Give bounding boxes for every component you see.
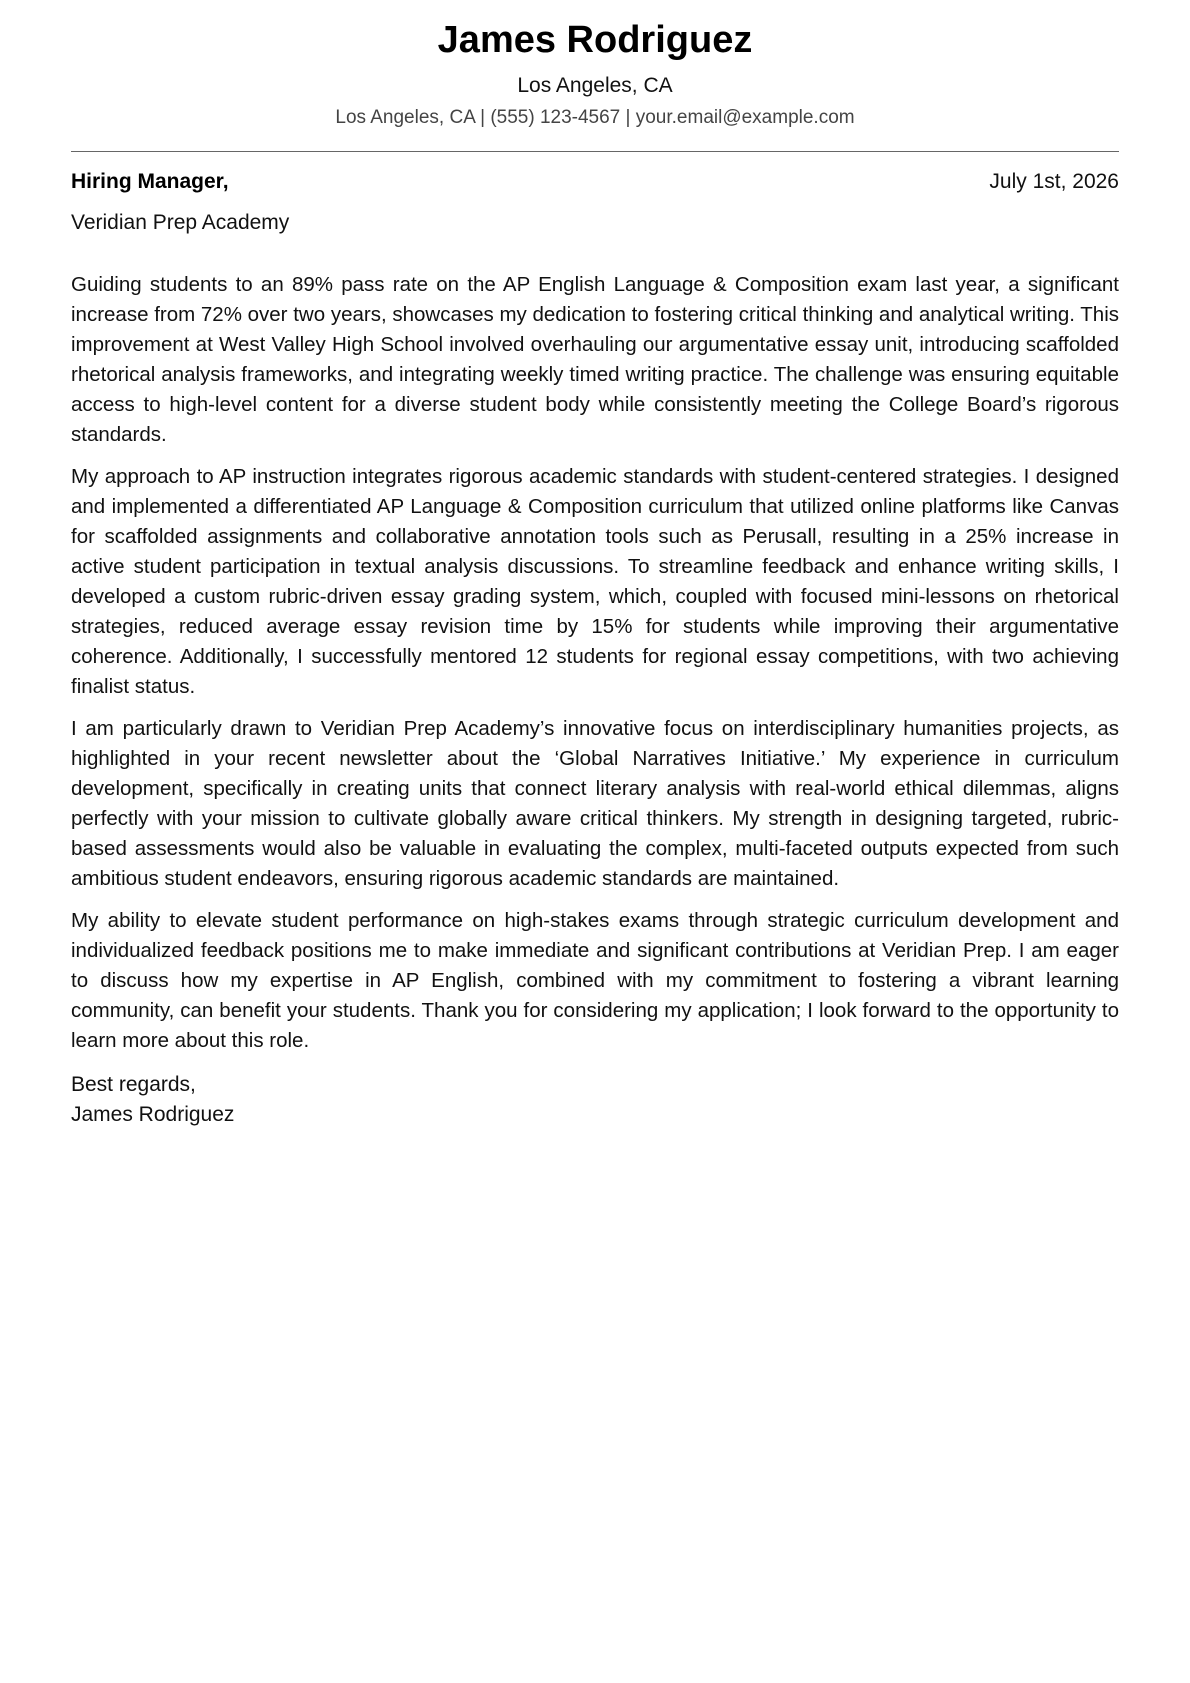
- contact-line: Los Angeles, CA | (555) 123-4567 | your.email@example.com: [335, 107, 855, 128]
- letter-body: [71, 270, 1119, 1056]
- body-paragraph: I am particularly drawn to Veridian Prep Academy’s innovative focus on interdisciplinary humanities projects, as highlighted in your recent newsletter about the ‘Global Narratives Initiative.’ My experience in curriculum development, specifically in creating units that connect literary analysis with real-world ethical dilemmas, aligns perfectly with your mission to cultivate globally aware critical thinkers. My strength in designing targeted, rubric-based assessments would also be valuable in evaluating the complex, multi-faceted outputs expected from such ambitious student endeavors, ensuring rigorous academic standards are maintained.: [71, 717, 1119, 890]
- recipient-salutation: Hiring Manager,: [71, 170, 229, 193]
- body-paragraph: Guiding students to an 89% pass rate on the AP English Language & Composition exam last year, a significant increase from 72% over two years, showcases my dedication to fostering critical thinking and analytical writing. This improvement at West Valley High School involved overhauling our argumentative essay unit, introducing scaffolded rhetorical analysis frameworks, and integrating weekly timed writing practice. The challenge was ensuring equitable access to high-level content for a diverse student body while consistently meeting the College Board’s rigorous standards.: [71, 273, 1119, 446]
- header-divider: [71, 151, 1119, 152]
- body-paragraph: My ability to elevate student performance on high-stakes exams through strategic curriculum development and individualized feedback positions me to make immediate and significant contributions at Veridian Prep. I am eager to discuss how my expertise in AP English, combined with my commitment to fostering a vibrant learning community, can benefit your students. Thank you for considering my application; I look forward to the opportunity to learn more about this role.: [71, 909, 1119, 1052]
- closing-phrase: Best regards,: [71, 1073, 196, 1096]
- signature-name: James Rodriguez: [71, 1103, 235, 1126]
- recipient-date-row: [71, 168, 1119, 196]
- applicant-location: Los Angeles, CA: [517, 74, 673, 97]
- body-paragraph: My approach to AP instruction integrates rigorous academic standards with student-centered strategies. I designed and implemented a differentiated AP Language & Composition curriculum that utilized online platforms like Canvas for scaffolded assignments and collaborative annotation tools such as Perusall, resulting in a 25% increase in active student participation in textual analysis discussions. To streamline feedback and enhance writing skills, I developed a custom rubric-driven essay grading system, which, coupled with focused mini-lessons on rhetorical strategies, reduced average essay revision time by 15% for students while improving their argumentative coherence. Additionally, I successfully mentored 12 students for regional essay competitions, with two achieving finalist status.: [71, 465, 1119, 698]
- applicant-name: James Rodriguez: [437, 19, 753, 61]
- letter-closing: [71, 1070, 1119, 1130]
- letter-header: [71, 0, 1119, 131]
- letter-date: July 1st, 2026: [989, 170, 1119, 193]
- recipient-organization: Veridian Prep Academy: [71, 211, 290, 234]
